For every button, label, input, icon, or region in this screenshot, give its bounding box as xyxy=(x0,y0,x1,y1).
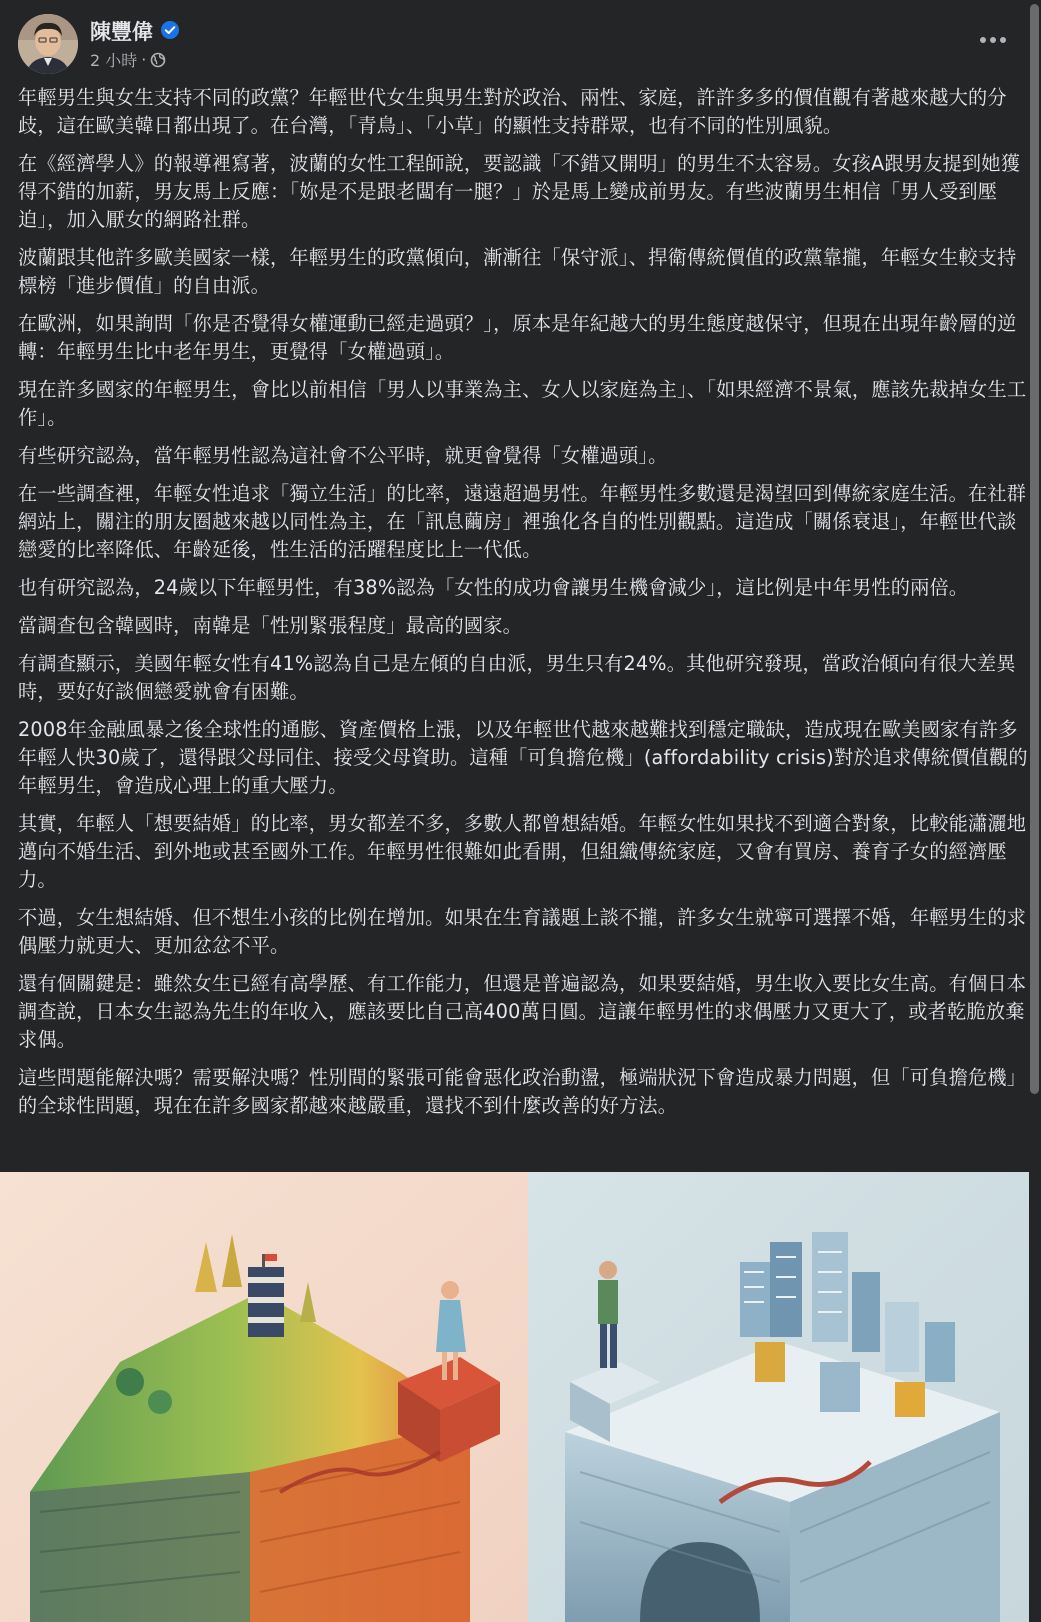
avatar[interactable] xyxy=(18,14,78,74)
meta-separator: · xyxy=(141,50,147,69)
post-paragraph: 還有個關鍵是：雖然女生已經有高學歷、有工作能力，但還是普遍認為，如果要結婚，男生收入要比女生高。有個日本調查說，日本女生認為先生的年收入，應該要比自己高400萬日圓。這讓年輕男性的求偶壓力又更大了，或者乾脆放棄求偶。 xyxy=(18,972,1027,1051)
post-timestamp[interactable]: 2 小時 xyxy=(90,51,138,70)
post-paragraph: 在《經濟學人》的報導裡寫著，波蘭的女性工程師說，要認識「不錯又開明」的男生不太容易。女孩A跟男友提到她獲得不錯的加薪，男友馬上反應：「妳是不是跟老闆有一腿？」於是馬上變成前男友。有些波蘭男生相信「男人受到壓迫」，加入厭女的網路社群。 xyxy=(18,152,1021,231)
more-options-button[interactable] xyxy=(973,26,1013,54)
post-paragraph: 不過，女生想結婚、但不想生小孩的比例在增加。如果在生育議題上談不攏，許多女生就寧可選擇不婚，年輕男生的求偶壓力就更大、更加忿忿不平。 xyxy=(18,906,1027,957)
post-image[interactable] xyxy=(0,1172,1029,1622)
post-meta xyxy=(90,48,166,71)
post-paragraph: 當調查包含韓國時，南韓是「性別緊張程度」最高的國家。 xyxy=(18,614,523,637)
post-paragraph: 有些研究認為，當年輕男性認為這社會不公平時，就更會覺得「女權過頭」。 xyxy=(18,444,668,467)
globe-icon[interactable] xyxy=(150,52,166,68)
author-name[interactable]: 陳豐偉 xyxy=(90,20,153,44)
post-paragraph: 在一些調查裡，年輕女性追求「獨立生活」的比率，遠遠超過男性。年輕男性多數還是渴望回到傳統家庭生活。在社群網站上，關注的朋友圈越來越以同性為主，在「訊息繭房」裡強化各自的性別觀點。這造成「關係衰退」，年輕世代談戀愛的比率降低、年齡延後，性生活的活躍程度比上一代低。 xyxy=(18,482,1027,561)
post-paragraph: 有調查顯示，美國年輕女性有41%認為自己是左傾的自由派，男生只有24%。其他研究發現，當政治傾向有很大差異時，要好好談個戀愛就會有困難。 xyxy=(18,652,1016,703)
post-header xyxy=(18,14,1023,74)
post-paragraph: 波蘭跟其他許多歐美國家一樣，年輕男生的政黨傾向，漸漸往「保守派」、捍衛傳統價值的政黨靠攏，年輕女生較支持標榜「進步價值」的自由派。 xyxy=(18,246,1017,297)
post-paragraph: 也有研究認為，24歲以下年輕男性，有38%認為「女性的成功會讓男生機會減少」，這比例是中年男性的兩倍。 xyxy=(18,576,969,599)
post-text xyxy=(18,84,1028,1130)
scrollbar-thumb[interactable] xyxy=(1030,4,1039,1094)
post-paragraph: 年輕男生與女生支持不同的政黨？年輕世代女生與男生對於政治、兩性、家庭，許許多多的價值觀有著越來越大的分歧，這在歐美韓日都出現了。在台灣，「青鳥」、「小草」的顯性支持群眾，也有不同的性別風貌。 xyxy=(18,86,1007,137)
post-paragraph: 現在許多國家的年輕男生，會比以前相信「男人以事業為主、女人以家庭為主」、「如果經濟不景氣，應該先裁掉女生工作」。 xyxy=(18,378,1027,429)
post-paragraph: 在歐洲，如果詢問「你是否覺得女權運動已經走過頭？」，原本是年紀越大的男生態度越保守，但現在出現年齡層的逆轉：年輕男生比中老年男生，更覺得「女權過頭」。 xyxy=(18,312,1017,363)
post-paragraph: 這些問題能解決嗎？需要解決嗎？性別間的緊張可能會惡化政治動盪，極端狀況下會造成暴力問題，但「可負擔危機」的全球性問題，現在在許多國家都越來越嚴重，還找不到什麼改善的好方法。 xyxy=(18,1066,1027,1117)
more-options-icon xyxy=(980,37,986,43)
verified-badge-icon xyxy=(160,20,180,40)
post-paragraph: 2008年金融風暴之後全球性的通膨、資產價格上漲，以及年輕世代越來越難找到穩定職缺，造成現在歐美國家有許多年輕人快30歲了，還得跟父母同住、接受父母資助。這種「可負擔危機」(affordability crisis)對於追求傳統價值觀的年輕男生，會造成心理上的重大壓力。 xyxy=(18,718,1028,797)
post-paragraph: 其實，年輕人「想要結婚」的比率，男女都差不多，多數人都曾想結婚。年輕女性如果找不到適合對象，比較能瀟灑地邁向不婚生活、到外地或甚至國外工作。年輕男性很難如此看開，但組織傳統家庭，又會有買房、養育子女的經濟壓力。 xyxy=(18,812,1027,891)
